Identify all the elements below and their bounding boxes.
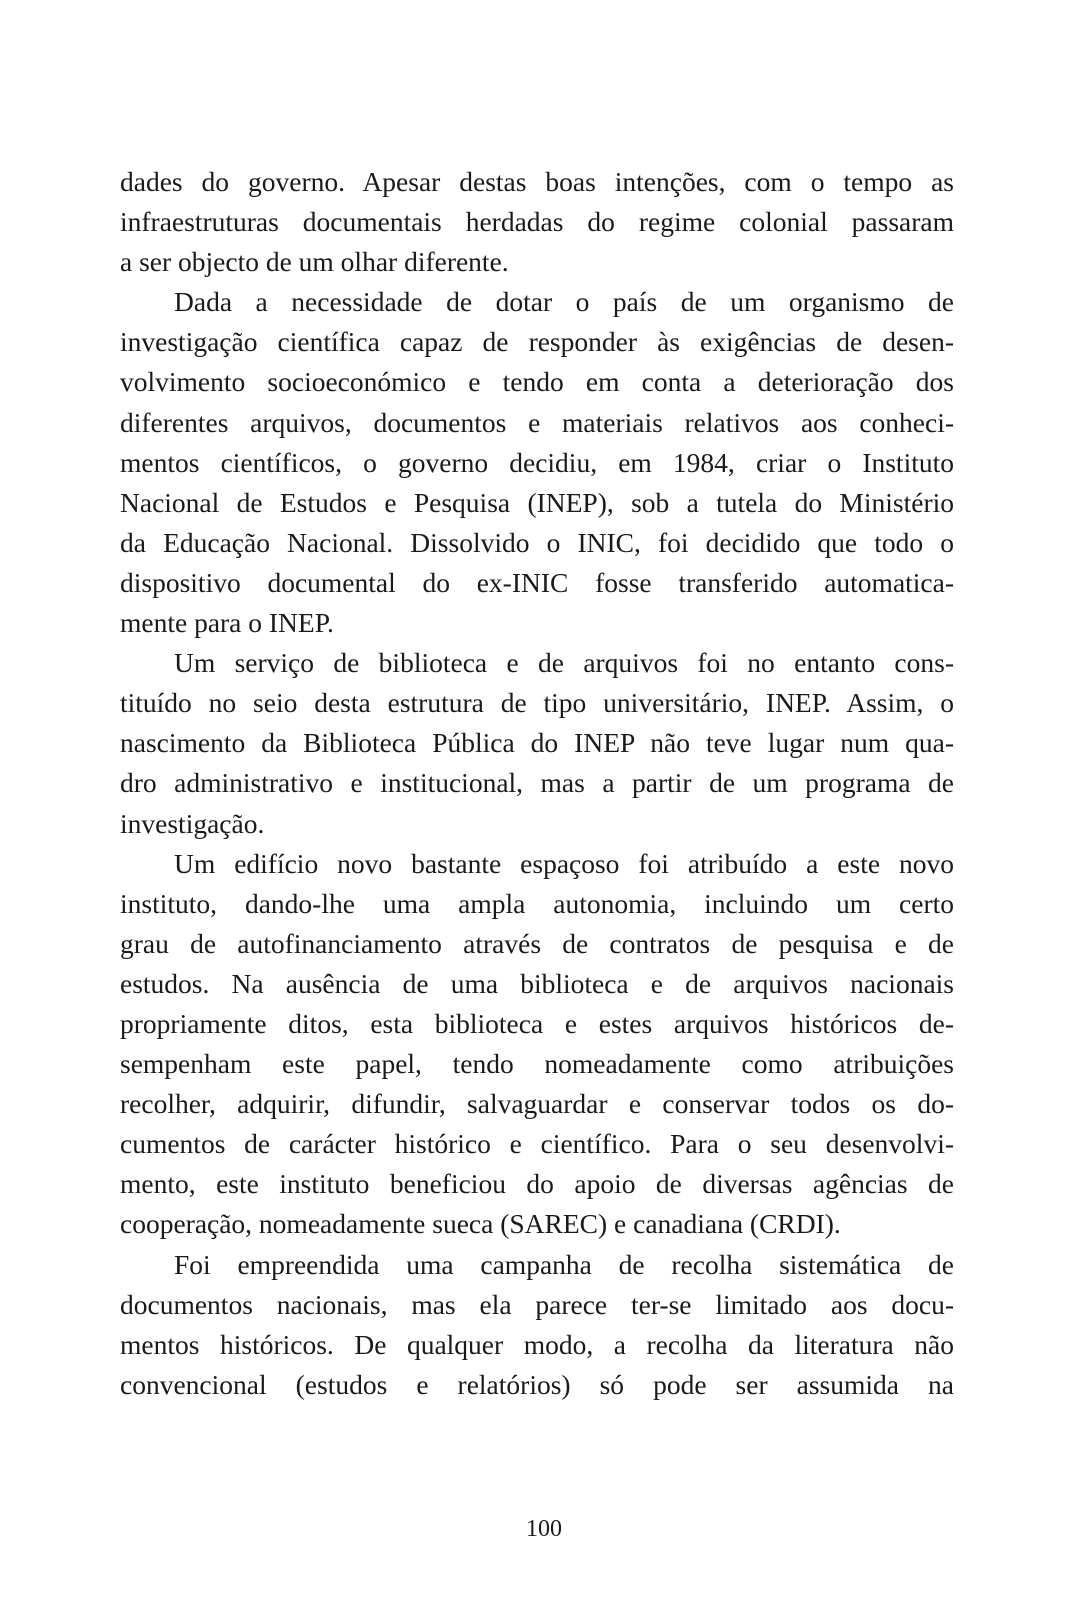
text-line: Foi empreendida uma campanha de recolha sistemática de: [174, 1248, 954, 1280]
text-line: sempenham este papel, tendo nomeadamente como atribuições: [120, 1048, 954, 1080]
text-line: nascimento da Biblioteca Pública do INEP não teve lugar num qua-: [120, 727, 954, 759]
text-line: estudos. Na ausência de uma biblioteca e de arquivos nacionais: [120, 967, 954, 999]
text-line: Nacional de Estudos e Pesquisa (INEP), sob a tutela do Ministério: [120, 486, 954, 518]
text-line: cumentos de carácter histórico e científico. Para o seu desenvolvi-: [120, 1128, 954, 1160]
text-line: cooperação, nomeadamente sueca (SAREC) e canadiana (CRDI).: [120, 1208, 841, 1240]
text-line: investigação.: [120, 807, 265, 839]
text-line: Dada a necessidade de dotar o país de um organismo de: [174, 286, 954, 318]
text-line: a ser objecto de um olhar diferente.: [120, 246, 509, 278]
text-line: Um edifício novo bastante espaçoso foi atribuído a este novo: [174, 847, 954, 879]
text-line: infraestruturas documentais herdadas do regime colonial passaram: [120, 206, 954, 238]
text-line: documentos nacionais, mas ela parece ter-se limitado aos docu-: [120, 1288, 954, 1320]
text-line: Um serviço de biblioteca e de arquivos foi no entanto cons-: [174, 647, 954, 679]
text-line: diferentes arquivos, documentos e materiais relativos aos conheci-: [120, 406, 954, 438]
text-line: dades do governo. Apesar destas boas intenções, com o tempo as: [120, 166, 954, 197]
text-line: investigação científica capaz de responder às exigências de desen-: [120, 326, 954, 358]
body-text: [120, 162, 954, 1405]
text-line: tituído no seio desta estrutura de tipo universitário, INEP. Assim, o: [120, 687, 954, 719]
text-line: mente para o INEP.: [120, 607, 334, 639]
text-line: mentos históricos. De qualquer modo, a recolha da literatura não: [120, 1328, 954, 1360]
text-line: mentos científicos, o governo decidiu, em 1984, criar o Instituto: [120, 446, 954, 478]
text-line: convencional (estudos e relatórios) só pode ser assumida na: [120, 1368, 954, 1400]
text-line: instituto, dando-lhe uma ampla autonomia, incluindo um certo: [120, 887, 954, 919]
text-line: volvimento socioeconómico e tendo em conta a deterioração dos: [120, 366, 954, 398]
text-line: dro administrativo e institucional, mas a partir de um programa de: [120, 767, 954, 799]
text-line: dispositivo documental do ex-INIC fosse transferido automatica-: [120, 566, 954, 598]
text-line: mento, este instituto beneficiou do apoio de diversas agências de: [120, 1168, 954, 1200]
text-line: da Educação Nacional. Dissolvido o INIC, foi decidido que todo o: [120, 526, 954, 558]
page-number: 100: [526, 1516, 562, 1542]
text-line: recolher, adquirir, difundir, salvaguardar e conservar todos os do-: [120, 1088, 954, 1120]
text-line: propriamente ditos, esta biblioteca e estes arquivos históricos de-: [120, 1007, 954, 1039]
text-line: grau de autofinanciamento através de contratos de pesquisa e de: [120, 927, 954, 959]
